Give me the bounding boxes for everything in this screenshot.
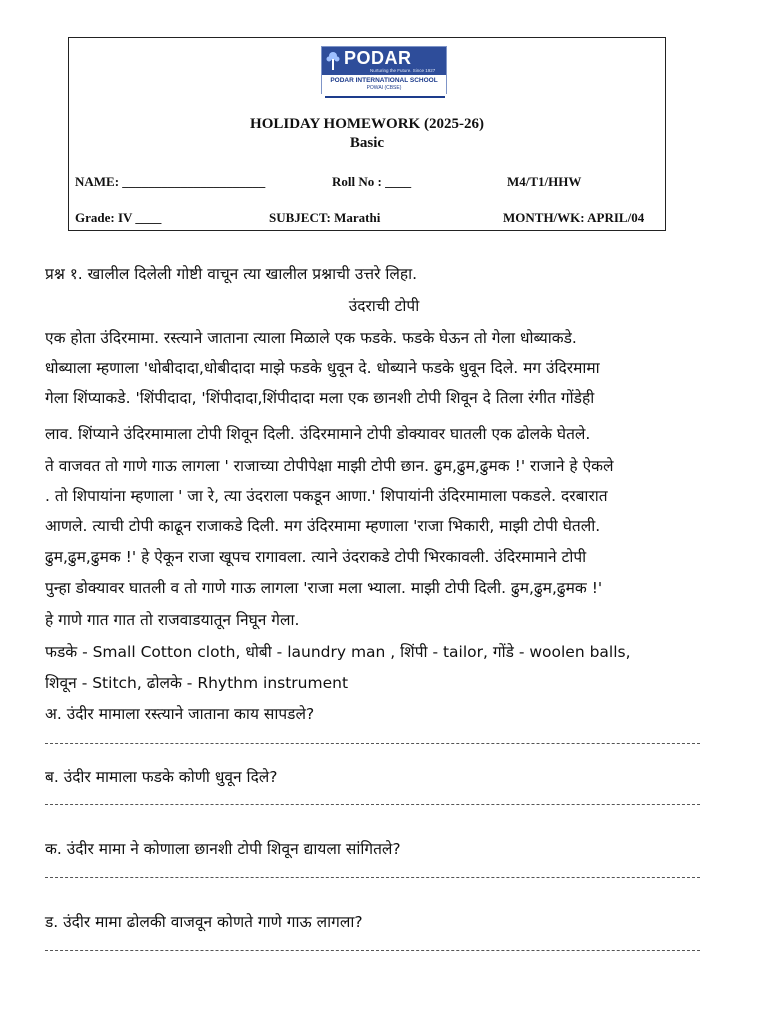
answer-line-c[interactable] — [45, 877, 700, 878]
logo-name: PODAR — [344, 48, 412, 68]
name-field: NAME: ______________________ — [75, 174, 266, 189]
logo-location: POWAI (CBSE) — [366, 85, 402, 91]
story-line: गेला शिंप्याकडे. 'शिंपीदादा, 'शिंपीदादा,शिंपीदादा मला एक छानशी टोपी शिवून दे तिला रंगीत गोंडेही — [45, 389, 595, 407]
story-line: एक होता उंदिरमामा. रस्त्याने जाताना त्याला मिळाले एक फडके. फडके घेऊन तो गेला धोब्याकडे. — [45, 329, 577, 347]
month-field: MONTH/WK: APRIL/04 — [503, 210, 645, 225]
page-subtitle: Basic — [349, 135, 385, 151]
story-line: आणले. त्याची टोपी काढून राजाकडे दिली. मग उंदिरमामा म्हणाला 'राजा भिकारी, माझी टोपी घेतली. — [45, 517, 601, 535]
story-line: धोब्याला म्हणाला 'धोबीदादा,धोबीदादा माझे फडके धुवून दे. धोब्याने फडके धुवून दिले. मग उंदिरमामा — [45, 359, 600, 377]
story-line: लाव. शिंप्याने उंदिरमामाला टोपी शिवून दिली. उंदिरमामाने टोपी डोक्यावर घातली एक ढोलके घेतले. — [45, 425, 591, 443]
story-line: ढुम,ढुम,ढुमक !' हे ऐकून राजा खूपच रागावला. त्याने उंदराकडे टोपी भिरकावली. उंदिरमामाने टोपी — [45, 548, 587, 566]
story-line: ते वाजवत तो गाणे गाऊ लागला ' राजाच्या टोपीपेक्षा माझी टोपी छान. ढुम,ढुम,ढुमक !' राजाने हे ऐकले — [45, 457, 614, 475]
homework-code: M4/T1/HHW — [507, 174, 582, 189]
answer-line-d[interactable] — [45, 950, 700, 951]
question-a: अ. उंदीर मामाला रस्त्याने जाताना काय सापडले? — [45, 705, 315, 723]
page-title: HOLIDAY HOMEWORK (2025-26) — [250, 116, 484, 132]
glossary-line: फडके - Small Cotton cloth, धोबी - laundry man , शिंपी - tailor, गोंडे - woolen balls, — [45, 643, 631, 661]
story-line: हे गाणे गात गात तो राजवाडयातून निघून गेला. — [45, 611, 300, 629]
answer-line-b[interactable] — [45, 804, 700, 805]
story-line: पुन्हा डोक्यावर घातली व तो गाणे गाऊ लागला 'राजा मला भ्याला. माझी टोपी दिली. ढुम,ढुम,ढुमक !' — [45, 579, 603, 597]
story-line: . तो शिपायांना म्हणाला ' जा रे, त्या उंदराला पकडून आणा.' शिपायांनी उंदिरमामाला पकडले. दरबारात — [45, 487, 608, 505]
subject-field: SUBJECT: Marathi — [269, 210, 381, 225]
answer-line-a[interactable] — [45, 743, 700, 744]
glossary-line: शिवून - Stitch, ढोलके - Rhythm instrument — [45, 674, 349, 692]
story-title: उंदराची टोपी — [348, 297, 420, 315]
question-c: क. उंदीर मामा ने कोणाला छानशी टोपी शिवून द्यायला सांगितले? — [45, 840, 401, 858]
question-d: ड. उंदीर मामा ढोलकी वाजवून कोणते गाणे गाऊ लागला? — [45, 913, 363, 931]
roll-field: Roll No : ____ — [332, 174, 412, 189]
logo-underline — [325, 96, 445, 98]
grade-field: Grade: IV ____ — [75, 210, 162, 225]
question-heading: प्रश्न १. खालील दिलेली गोष्टी वाचून त्या खालील प्रश्नाची उत्तरे लिहा. — [45, 265, 418, 283]
tree-icon — [326, 51, 340, 71]
question-b: ब. उंदीर मामाला फडके कोणी धुवून दिले? — [45, 768, 278, 786]
school-logo — [321, 46, 447, 94]
logo-bottom-band — [322, 75, 446, 94]
header-box — [68, 37, 666, 231]
logo-school-name: PODAR INTERNATIONAL SCHOOL — [330, 77, 438, 84]
logo-tagline: Nurturing the Future. Since 1927 — [370, 68, 436, 73]
